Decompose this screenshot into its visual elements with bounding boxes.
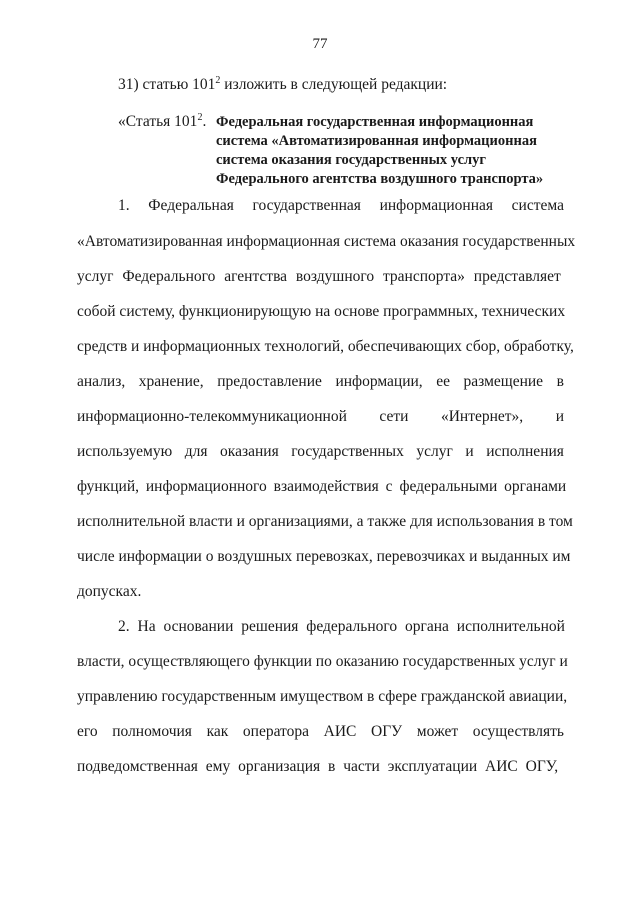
- para1-line: средств и информационных технологий, обеспечивающих сбор, обработку,: [77, 338, 574, 355]
- para1-line: функций, информационного взаимодействия с федеральными органами: [77, 478, 567, 495]
- article-label-prefix: «Статья 101: [118, 113, 198, 130]
- amendment-prefix: 31) статью 101: [118, 76, 216, 93]
- word: как: [206, 723, 229, 740]
- word: полномочия: [112, 723, 192, 740]
- word: АИС: [323, 723, 357, 740]
- word: оказания: [220, 443, 279, 460]
- word: его: [77, 723, 98, 740]
- word: размещение: [463, 373, 544, 390]
- para1-line: исполнительной власти и организациями, а также для использования в том: [77, 513, 573, 530]
- amendment-superscript: 2: [215, 75, 221, 86]
- para1-line: [77, 372, 564, 392]
- word: система: [511, 197, 564, 214]
- article-title-line: Федеральная государственная информационная: [216, 114, 534, 130]
- page-number: 77: [312, 36, 328, 52]
- word: исполнения: [486, 443, 564, 460]
- article-label-superscript: 2: [197, 112, 203, 123]
- amendment-suffix: изложить в следующей редакции:: [220, 76, 448, 93]
- word: услуг: [416, 443, 453, 460]
- para1-line: «Автоматизированная информационная система оказания государственных: [77, 233, 576, 250]
- word: государственная: [252, 197, 361, 214]
- para1-line: услуг Федерального агентства воздушного транспорта» представляет: [77, 268, 561, 285]
- word: оператора: [242, 723, 310, 740]
- para2-line: управлению государственным имуществом в сфере гражданской авиации,: [77, 688, 568, 705]
- word: и: [555, 408, 564, 425]
- word: осуществлять: [472, 723, 564, 740]
- para1-line: [77, 407, 564, 427]
- para2-line: 2. На основании решения федерального органа исполнительной: [118, 618, 565, 635]
- word: в: [556, 373, 564, 390]
- word: анализ,: [77, 373, 126, 390]
- para2-line: подведомственная ему организация в части эксплуатации АИС ОГУ,: [77, 758, 559, 775]
- word: ее: [436, 373, 450, 390]
- article-title-line: Федерального агентства воздушного транспорта»: [216, 171, 544, 187]
- word: ОГУ: [371, 723, 403, 740]
- article-label: [118, 112, 206, 132]
- para1-line: числе информации о воздушных перевозках, перевозчиках и выданных им: [77, 548, 571, 565]
- para1-line: собой систему, функционирующую на основе программных, технических: [77, 303, 566, 320]
- word: «Интернет»,: [440, 408, 524, 425]
- amendment-instruction: [118, 75, 605, 95]
- word: информации,: [335, 373, 423, 390]
- para1-line: [118, 196, 564, 216]
- word: хранение,: [138, 373, 204, 390]
- para2-line: власти, осуществляющего функции по оказанию государственных услуг и: [77, 653, 568, 670]
- word: информационная: [379, 197, 494, 214]
- word: сети: [379, 408, 409, 425]
- article-title-line: система оказания государственных услуг: [216, 152, 486, 168]
- word: может: [416, 723, 459, 740]
- word: и: [465, 443, 474, 460]
- word: используемую: [77, 443, 173, 460]
- article-label-suffix: .: [202, 113, 207, 130]
- word: государственных: [291, 443, 404, 460]
- word: для: [184, 443, 208, 460]
- word: информационно-телекоммуникационной: [77, 408, 347, 425]
- para1-number: 1.: [118, 197, 130, 214]
- article-title-line: система «Автоматизированная информационная: [216, 133, 537, 149]
- word: предоставление: [217, 373, 322, 390]
- para1-line: допусках.: [77, 583, 142, 600]
- para1-line: [77, 442, 564, 462]
- word: Федеральная: [148, 197, 234, 214]
- para2-line: [77, 722, 564, 742]
